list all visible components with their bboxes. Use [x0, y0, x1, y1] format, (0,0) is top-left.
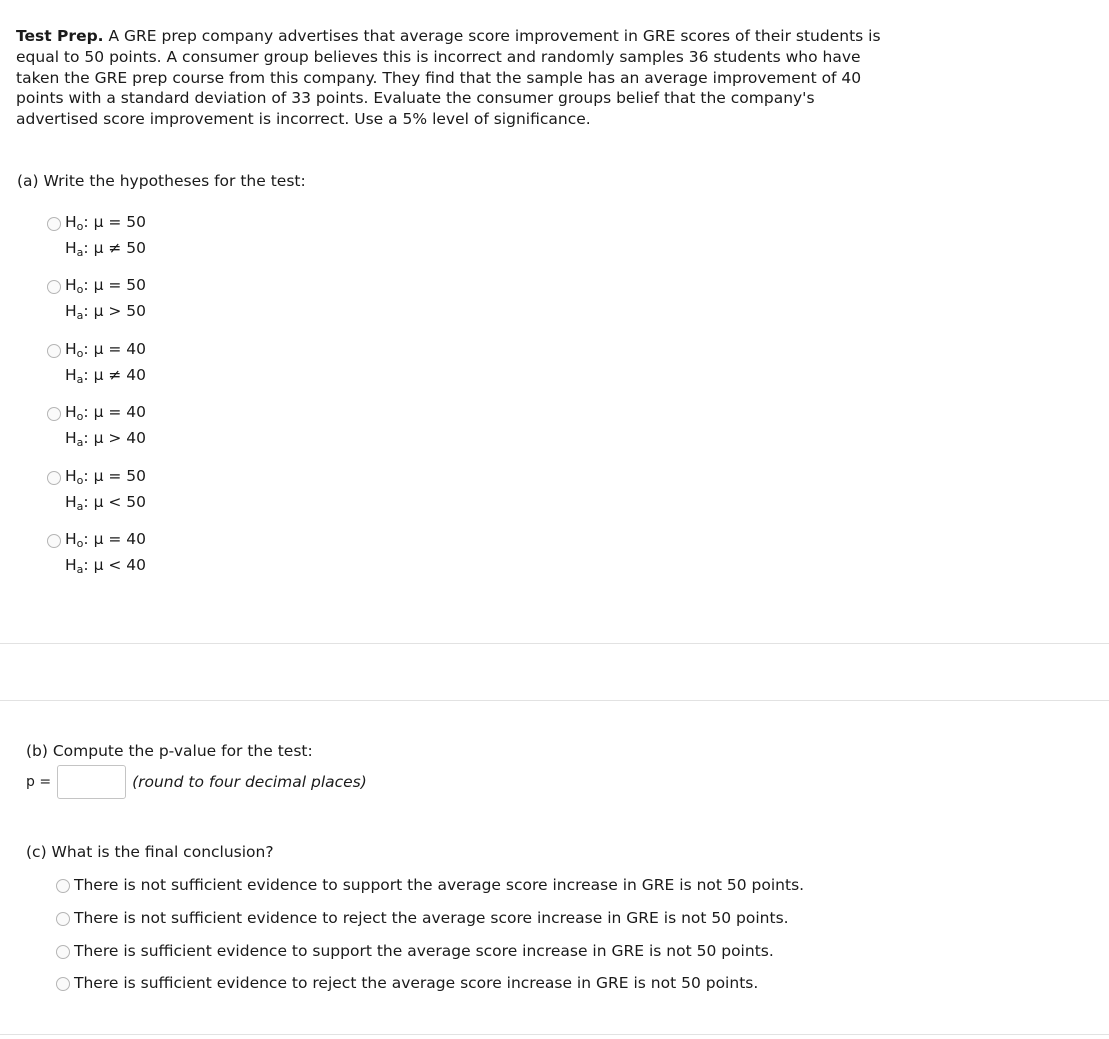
- alternative-hypothesis: $H_a$: μ < 40: [65, 555, 147, 576]
- alternative-hypothesis: $H_a$: μ > 50: [65, 302, 147, 323]
- problem-statement: [16, 26, 896, 130]
- radio-button[interactable]: [47, 471, 61, 485]
- radio-button[interactable]: [47, 217, 61, 231]
- alternative-hypothesis: $H_a$: μ ≠ 50: [65, 239, 147, 259]
- alternative-hypothesis-value: μ ≠ 50: [93, 239, 147, 257]
- null-hypothesis: $H_o$: μ = 40: [65, 403, 146, 424]
- conclusion-option-3[interactable]: [56, 942, 804, 975]
- radio-button[interactable]: [47, 280, 61, 294]
- rounding-note: (round to four decimal places): [132, 773, 367, 791]
- section-divider: [0, 1034, 1109, 1035]
- alternative-hypothesis-value: μ < 40: [93, 555, 147, 574]
- null-hypothesis: $H_o$: μ = 50: [65, 213, 146, 233]
- conclusion-option-label: There is not sufficient evidence to reject the average score increase in GRE is not 50 points.: [74, 908, 789, 927]
- alternative-hypothesis: $H_a$: μ > 40: [65, 429, 147, 450]
- conclusion-option-label: There is sufficient evidence to support the average score increase in GRE is not 50 points.: [74, 941, 774, 960]
- conclusion-option-4[interactable]: [56, 974, 804, 1007]
- part-b-prompt: (b) Compute the p-value for the test:: [26, 742, 313, 760]
- alternative-hypothesis-value: μ ≠ 40: [93, 365, 147, 384]
- conclusion-option-2[interactable]: [56, 909, 804, 942]
- radio-button[interactable]: [47, 407, 61, 421]
- conclusion-option-label: There is not sufficient evidence to support the average score increase in GRE is not 50 points.: [74, 876, 805, 894]
- alternative-hypothesis-value: μ > 40: [93, 429, 147, 448]
- problem-title: Test Prep.: [16, 27, 104, 45]
- conclusion-option-1[interactable]: [56, 876, 804, 909]
- p-value-label: p =: [26, 774, 52, 790]
- null-hypothesis-value: μ = 40: [93, 403, 146, 422]
- null-hypothesis: $H_o$: μ = 40: [65, 339, 146, 360]
- null-hypothesis: $H_o$: μ = 50: [65, 466, 146, 487]
- alternative-hypothesis: $H_a$: μ < 50: [65, 492, 147, 513]
- null-hypothesis-value: μ = 50: [93, 213, 146, 231]
- conclusion-option-label: There is sufficient evidence to reject the average score increase in GRE is not 50 points.: [74, 974, 759, 993]
- radio-button[interactable]: [56, 977, 70, 991]
- alternative-hypothesis: $H_a$: μ ≠ 40: [65, 365, 147, 386]
- null-hypothesis-value: μ = 50: [93, 276, 146, 295]
- null-hypothesis: $H_o$: μ = 40: [65, 529, 146, 550]
- radio-button[interactable]: [56, 945, 70, 959]
- null-hypothesis-value: μ = 50: [93, 466, 146, 485]
- radio-button[interactable]: [56, 912, 70, 926]
- section-divider: [0, 643, 1109, 644]
- section-divider: [0, 700, 1109, 701]
- null-hypothesis-value: μ = 40: [93, 529, 146, 548]
- radio-button[interactable]: [47, 534, 61, 548]
- p-value-input[interactable]: [57, 765, 126, 799]
- alternative-hypothesis-value: μ > 50: [93, 302, 147, 321]
- radio-button[interactable]: [56, 879, 70, 893]
- conclusion-options: [56, 876, 804, 1007]
- part-c-prompt: (c) What is the final conclusion?: [26, 843, 274, 861]
- radio-button[interactable]: [47, 344, 61, 358]
- problem-text: A GRE prep company advertises that average score improvement in GRE scores of their students is equal to 50 points. A consumer group believes this is incorrect and randomly samples 36 students who have taken the GRE prep course from this company. They find that the sample has an average improvement of 40 points with a standard deviation of 33 points. Evaluate the consumer groups belief that the company's advertised score improvement is incorrect. Use a 5% level of significance.: [16, 27, 881, 129]
- alternative-hypothesis-value: μ < 50: [93, 492, 147, 511]
- null-hypothesis: $H_o$: μ = 50: [65, 276, 146, 297]
- null-hypothesis-value: μ = 40: [93, 339, 146, 358]
- p-value-row: [26, 764, 367, 800]
- part-a-prompt: (a) Write the hypotheses for the test:: [17, 172, 306, 190]
